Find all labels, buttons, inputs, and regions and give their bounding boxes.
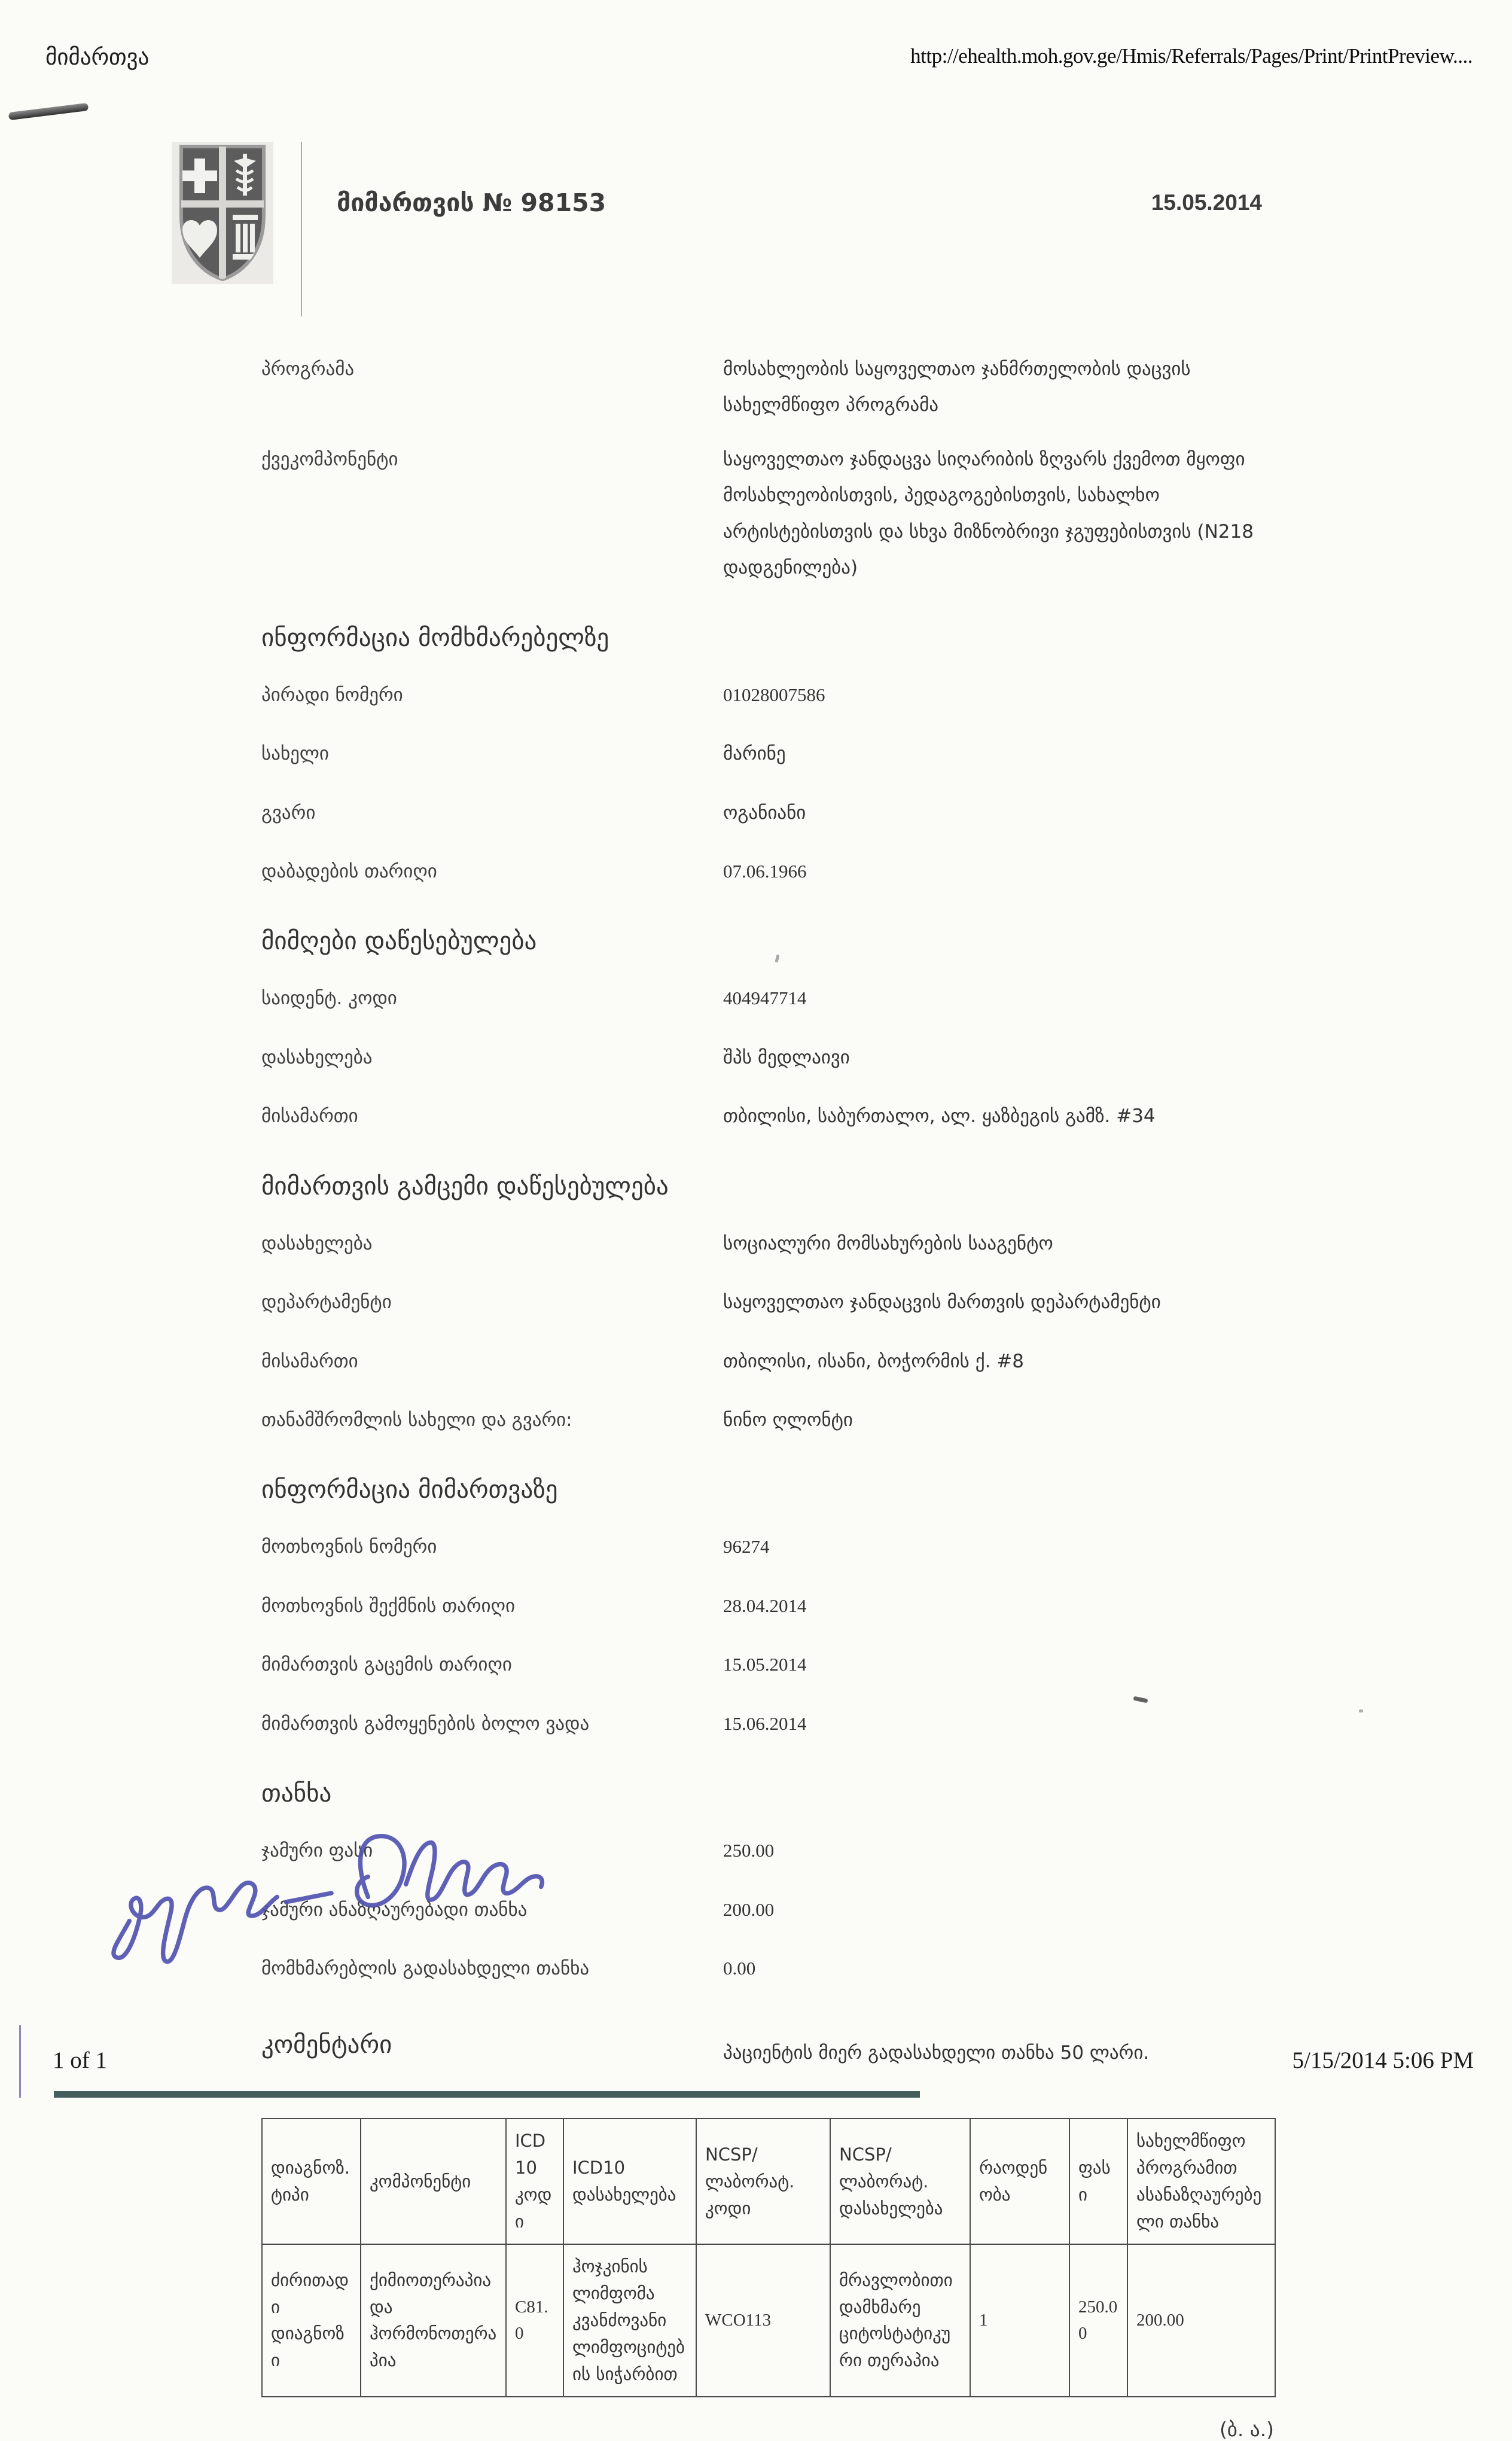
- field-label: ჯამური ფასი: [261, 1840, 373, 1862]
- field-row: [261, 1588, 1274, 1624]
- cell-ncsp-name: მრავლობითი დამხმარე ციტოსტატიკური თერაპია: [830, 2244, 970, 2397]
- col-ncsp-code: NCSP/ლაბორატ. კოდი: [696, 2119, 830, 2244]
- field-row-subcomponent: [261, 441, 1274, 586]
- field-row: [261, 677, 1274, 713]
- document-header: [172, 142, 1262, 316]
- field-value: ნინო ღლონტი: [723, 1409, 853, 1431]
- section-receiving-institution: [261, 927, 1274, 1134]
- field-value: 15.05.2014: [723, 1654, 807, 1675]
- field-row: [261, 1647, 1274, 1683]
- col-state-reimbursed: სახელმწიფო პროგრამით ასანაზღაურებელი თანხა: [1127, 2119, 1275, 2244]
- field-value: თბილისი, საბურთალო, ალ. ყაზბეგის გამზ. #34: [723, 1105, 1156, 1127]
- field-row: [261, 1402, 1274, 1438]
- field-row: [261, 1284, 1274, 1320]
- field-value: 28.04.2014: [723, 1595, 807, 1616]
- handwritten-signature: [103, 1788, 557, 1974]
- section-referral-info: [261, 1475, 1274, 1742]
- field-label: დეპარტამენტი: [261, 1291, 392, 1314]
- comment-label: კომენტარი: [261, 2029, 392, 2059]
- field-value: შპს მედლაივი: [723, 1046, 850, 1068]
- print-timestamp: 5/15/2014 5:06 PM: [1292, 2047, 1474, 2073]
- field-value: საყოველთაო ჯანდაცვის მართვის დეპარტამენტი: [723, 1291, 1161, 1314]
- print-page-title: მიმართვა: [45, 44, 150, 70]
- field-label: თანამშრომლის სახელი და გვარი:: [261, 1409, 572, 1431]
- table-header-row: [262, 2119, 1275, 2244]
- field-value: 96274: [723, 1536, 770, 1558]
- page-count: 1 of 1: [53, 2047, 107, 2073]
- field-value: 07.06.1966: [723, 860, 807, 882]
- field-value: 250.00: [723, 1840, 775, 1861]
- field-row: [261, 1706, 1274, 1742]
- section-issuing-institution: [261, 1172, 1274, 1439]
- cell-component: ქიმიოთერაპია და ჰორმონოთერაპია: [361, 2244, 506, 2397]
- comment-section: [261, 2030, 1274, 2071]
- field-label: პირადი ნომერი: [261, 684, 403, 706]
- scan-artifact-dot: [1359, 1709, 1363, 1712]
- referral-date: 15.05.2014: [1151, 190, 1262, 215]
- field-label: ჯამური ანაზღაურებადი თანხა: [261, 1898, 528, 1921]
- print-page-url: http://ehealth.moh.gov.ge/Hmis/Referrals/Pages/Print/PrintPreview....: [910, 44, 1473, 68]
- field-row: [261, 1343, 1274, 1379]
- field-label: მომხმარებლის გადასახდელი თანხა: [261, 1958, 590, 1980]
- browser-print-header: [0, 0, 1512, 70]
- scan-artifact-left-line: [19, 2025, 21, 2098]
- seal-place-note: (ბ. ა.): [1219, 2417, 1274, 2441]
- field-label: მიმართვის გაცემის თარიღი: [261, 1654, 512, 1676]
- field-value: ოგანიანი: [723, 802, 806, 824]
- section-title: მიმღები დაწესებულება: [261, 927, 537, 956]
- moh-shield-logo: [172, 142, 273, 284]
- section-title: თანხა: [261, 1779, 332, 1808]
- col-price: ფასი: [1069, 2119, 1127, 2244]
- field-row: [261, 736, 1274, 772]
- field-value: 15.06.2014: [723, 1712, 807, 1734]
- cell-icd10-name: ჰოჯკინის ლიმფომა კვანძოვანი ლიმფოციტების სიჭარბით: [563, 2244, 696, 2397]
- field-label: მოთხოვნის ნომერი: [261, 1536, 437, 1558]
- field-value: 404947714: [723, 988, 807, 1009]
- field-row: [261, 980, 1274, 1016]
- cell-icd10-code: C81.0: [506, 2244, 563, 2397]
- col-icd10-code: ICD10 კოდი: [506, 2119, 563, 2244]
- field-label: დაბადების თარიღი: [261, 860, 437, 882]
- field-value: სოციალური მომსახურების სააგენტო: [723, 1232, 1053, 1254]
- field-label: საიდენტ. კოდი: [261, 988, 397, 1010]
- cell-price: 250.00: [1069, 2244, 1127, 2397]
- table-row: [262, 2244, 1275, 2397]
- field-label: მოთხოვნის შექმნის თარიღი: [261, 1595, 516, 1617]
- field-label: დასახელება: [261, 1046, 373, 1068]
- cell-quantity: 1: [970, 2244, 1069, 2397]
- field-value: საყოველთაო ჯანდაცვა სიღარიბის ზღვარს ქვემოთ მყოფი მოსახლეობისთვის, პედაგოგებისთვის, სახალხო არტისტებისთვის და სხვა მიზნობრივი ჯგუფებისთვის (N218 დადგენილება): [723, 448, 1254, 579]
- field-label: მისამართი: [261, 1350, 358, 1372]
- field-label: მიმართვის გამოყენების ბოლო ვადა: [261, 1712, 590, 1735]
- section-user-info: [261, 623, 1274, 890]
- referral-number: მიმართვის № 98153: [337, 188, 606, 217]
- col-component: კომპონენტი: [361, 2119, 506, 2244]
- field-row: [261, 1226, 1274, 1261]
- field-value: 01028007586: [723, 684, 825, 705]
- section-title: ინფორმაცია მომხმარებელზე: [261, 623, 609, 652]
- field-value: თბილისი, ისანი, ბოჭორმის ქ. #8: [723, 1350, 1025, 1372]
- header-divider: [301, 142, 302, 316]
- field-label: ქვეკომპონენტი: [261, 448, 398, 470]
- col-diagnosis-type: დიაგნოზ. ტიპი: [262, 2119, 361, 2244]
- services-table: [261, 2118, 1276, 2397]
- field-label: დასახელება: [261, 1232, 373, 1254]
- field-row: [261, 1040, 1274, 1075]
- field-row: [261, 1529, 1274, 1565]
- cell-ncsp-code: WCO113: [696, 2244, 830, 2397]
- cell-diagnosis-type: ძირითადი დიაგნოზი: [262, 2244, 361, 2397]
- field-label: პროგრამა: [261, 358, 355, 380]
- field-value: მოსახლეობის საყოველთაო ჯანმრთელობის დაცვის სახელმწიფო პროგრამა: [723, 358, 1191, 416]
- field-label: გვარი: [261, 802, 316, 824]
- field-label: სახელი: [261, 743, 329, 765]
- field-row: [261, 1098, 1274, 1134]
- document-body: [261, 351, 1274, 2441]
- col-ncsp-name: NCSP/ლაბორატ. დასახელება: [830, 2119, 970, 2244]
- section-title: ინფორმაცია მიმართვაზე: [261, 1475, 558, 1504]
- col-quantity: რაოდენობა: [970, 2119, 1069, 2244]
- shield-icon: [172, 142, 273, 284]
- field-value: 200.00: [723, 1898, 775, 1920]
- cell-state-reimbursed: 200.00: [1127, 2244, 1275, 2397]
- field-label: მისამართი: [261, 1105, 358, 1127]
- field-value: მარინე: [723, 743, 786, 765]
- field-value: 0.00: [723, 1958, 756, 1979]
- referral-header-line: [337, 188, 1262, 217]
- field-row-program: [261, 351, 1274, 423]
- col-icd10-name: ICD10 დასახელება: [563, 2119, 696, 2244]
- field-row: [261, 854, 1274, 889]
- scan-artifact-bottom-strip: [54, 2091, 920, 2098]
- scan-artifact-dash: [8, 103, 89, 120]
- section-title: მიმართვის გამცემი დაწესებულება: [261, 1171, 669, 1200]
- field-row: [261, 795, 1274, 831]
- comment-value: პაციენტის მიერ გადასახდელი თანხა 50 ლარი.: [723, 2041, 1150, 2064]
- program-section: [261, 351, 1274, 586]
